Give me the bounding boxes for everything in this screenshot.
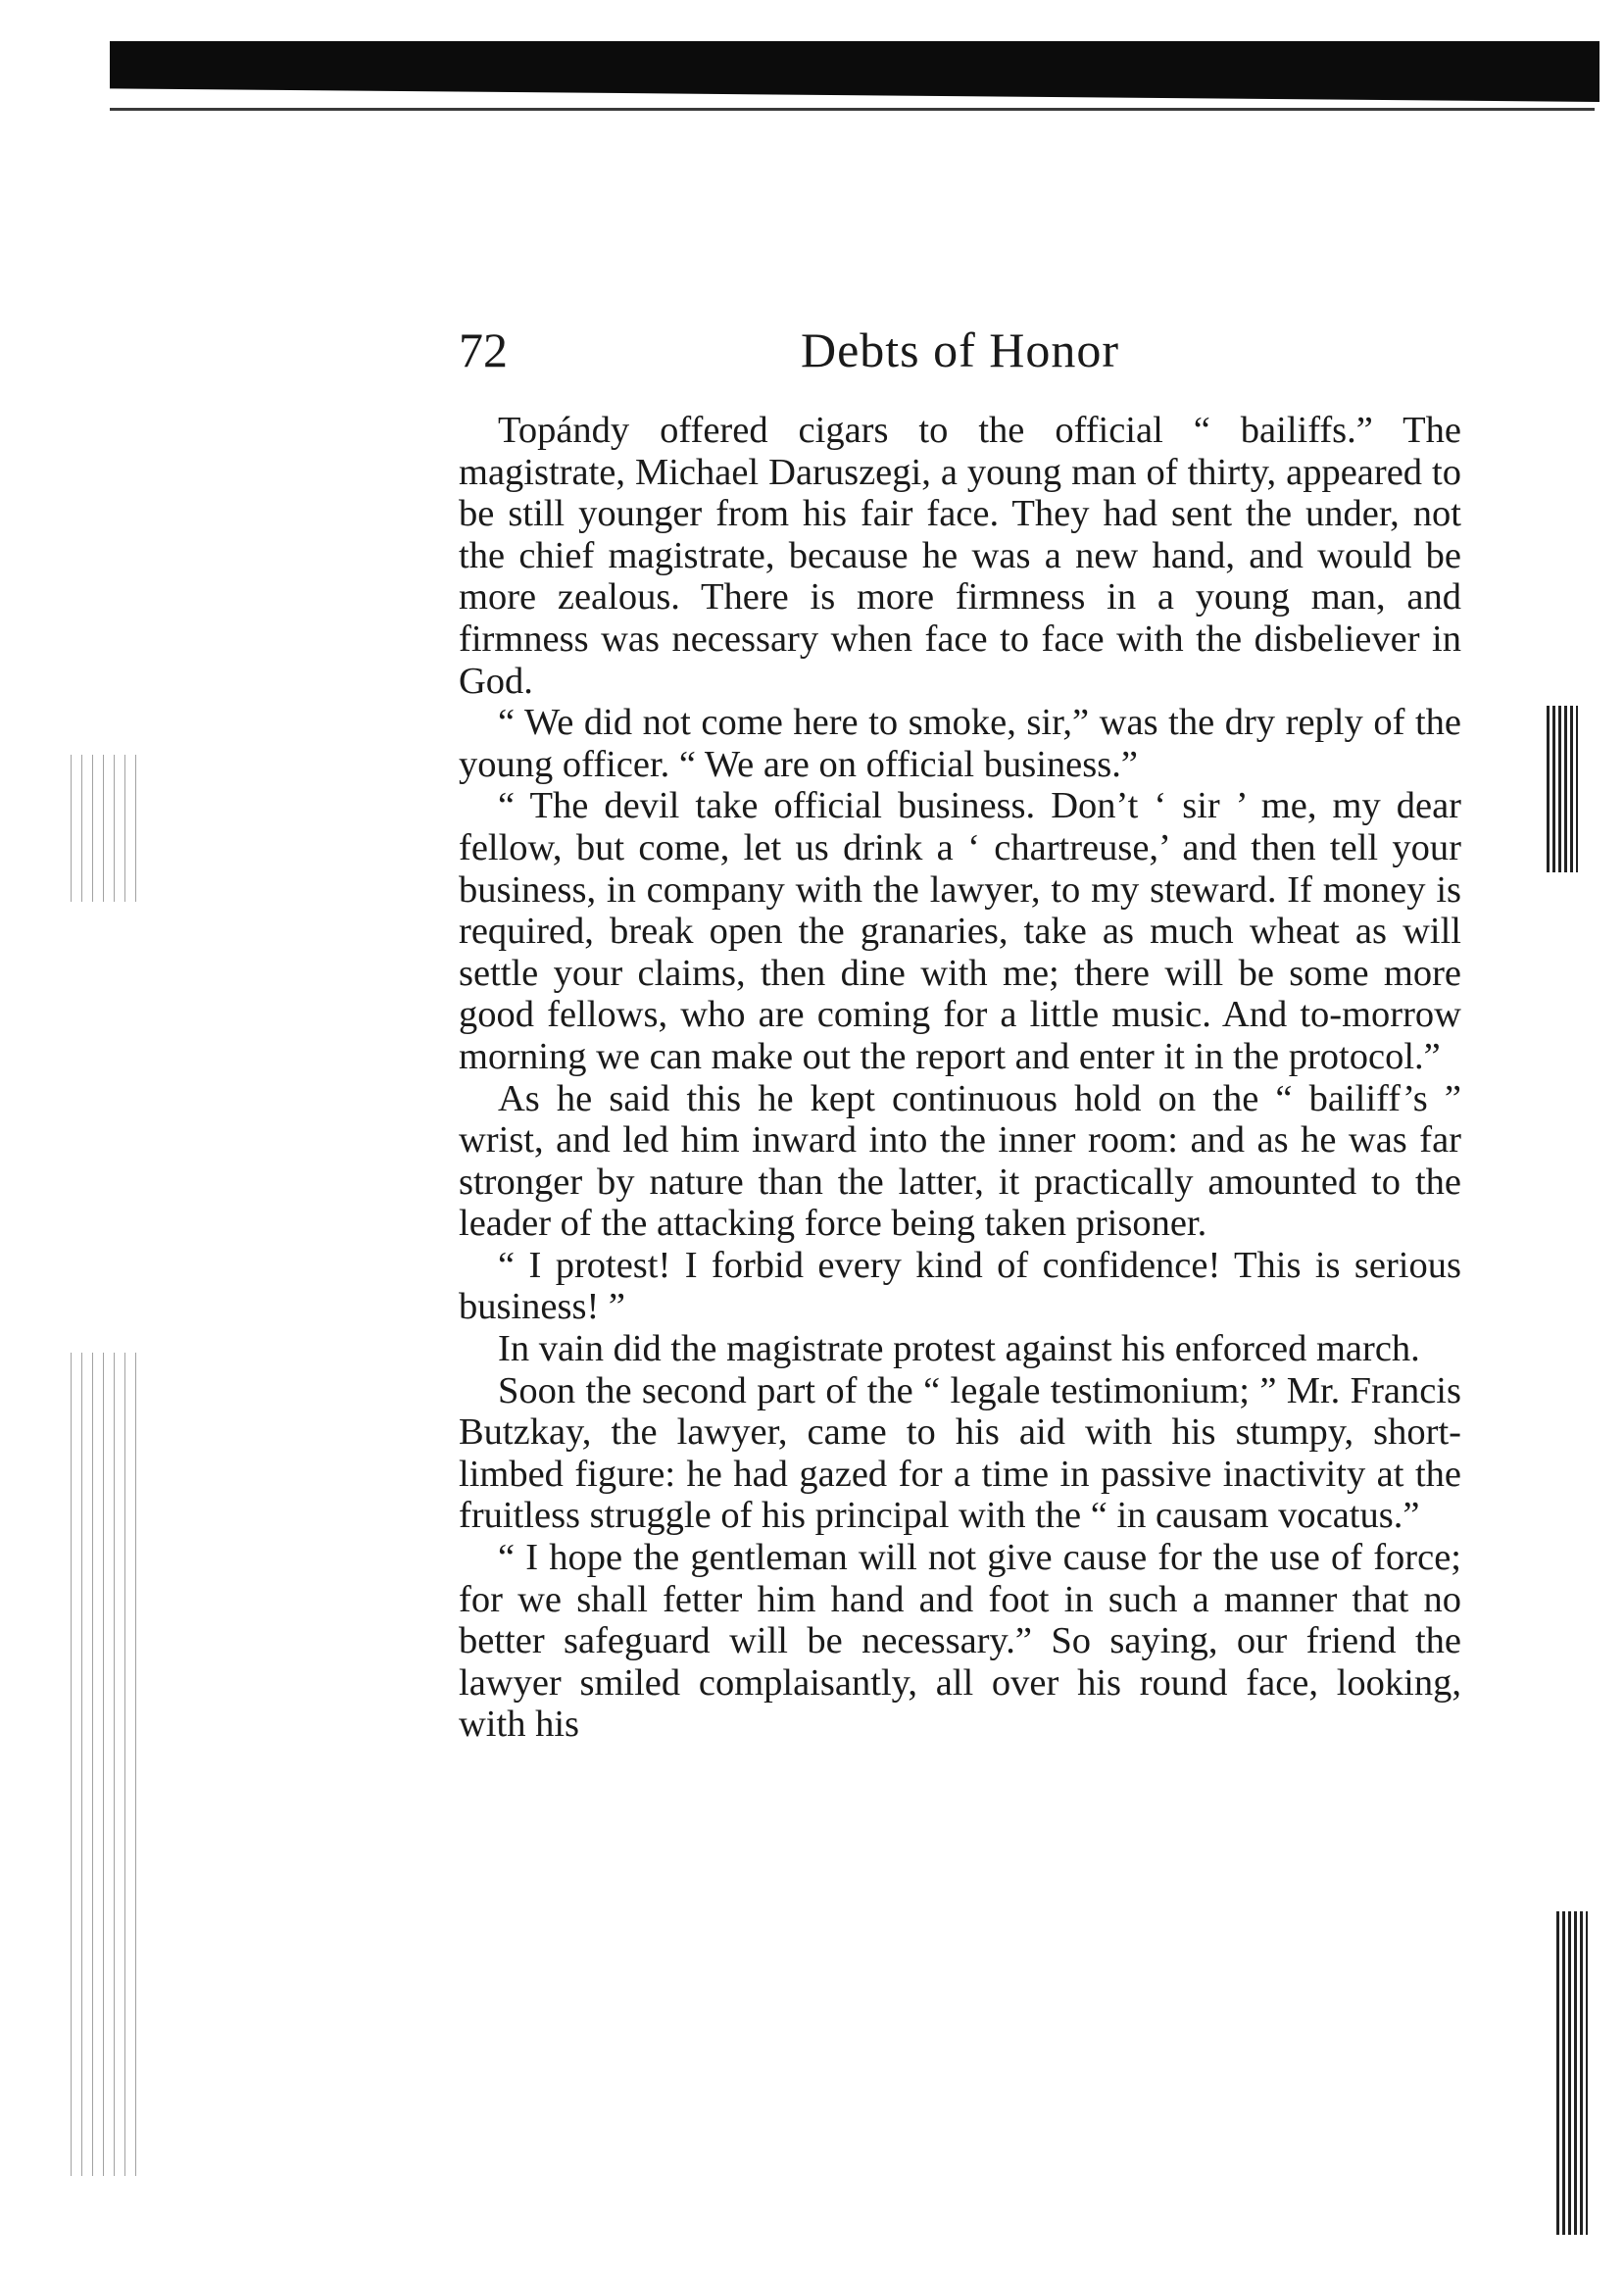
paragraph: “ We did not come here to smoke, sir,” was the dry reply of the young officer. “ We are on official business.” xyxy=(459,702,1461,785)
scan-right-margin-marks xyxy=(1556,1911,1588,2235)
scan-top-rule xyxy=(110,108,1595,111)
book-page xyxy=(459,312,1461,1746)
body-text xyxy=(459,410,1461,1746)
paragraph: Soon the second part of the “ legale testimonium; ” Mr. Francis Butzkay, the lawyer, came to his aid with his stumpy, short-limbed figure: he had gazed for a time in passive inactivity at the fruitless struggle of his principal with the “ in causam vocatus.” xyxy=(459,1369,1461,1537)
scan-top-edge-bar xyxy=(110,41,1599,102)
paragraph: “ The devil take official business. Don’t ‘ sir ’ me, my dear fellow, but come, let us drink a ‘ chartreuse,’ and then tell your business, in company with the lawyer, to my steward. If money is required, break open the granaries, take as much wheat as will settle your claims, then dine with me; there will be some more good fellows, who are coming for a little music. And to-morrow morning we can make out the report and enter it in the protocol.” xyxy=(459,785,1461,1077)
scan-left-margin-marks xyxy=(71,755,139,902)
paragraph: “ I hope the gentleman will not give cause for the use of force; for we shall fetter him hand and foot in such a manner that no better safeguard will be necessary.” So saying, our friend the lawyer smiled complaisantly, all over his round face, looking, with his xyxy=(459,1537,1461,1746)
scan-right-margin-marks xyxy=(1547,706,1578,872)
page-header xyxy=(459,312,1461,388)
paragraph: In vain did the magistrate protest against his enforced march. xyxy=(498,1328,1420,1370)
page-number: 72 xyxy=(459,322,508,377)
paragraph: As he said this he kept continuous hold on the “ bailiff’s ” wrist, and led him inward into the inner room: and as he was far stronger by nature than the latter, it practically amounted to the leader of the attacking force being taken prisoner. xyxy=(459,1077,1461,1245)
running-title: Debts of Honor xyxy=(800,322,1120,377)
scan-left-margin-marks xyxy=(71,1353,139,2176)
paragraph: Topándy offered cigars to the official “ bailiffs.” The magistrate, Michael Daruszegi, a young man of thirty, appeared to be still younger from his fair face. They had sent the under, not the chief magistrate, because he was a new hand, and would be more zealous. There is more firmness in a young man, and firmness was necessary when face to face with the disbeliever in God. xyxy=(459,410,1461,702)
paragraph: “ I protest! I forbid every kind of confidence! This is serious business! ” xyxy=(459,1244,1461,1328)
